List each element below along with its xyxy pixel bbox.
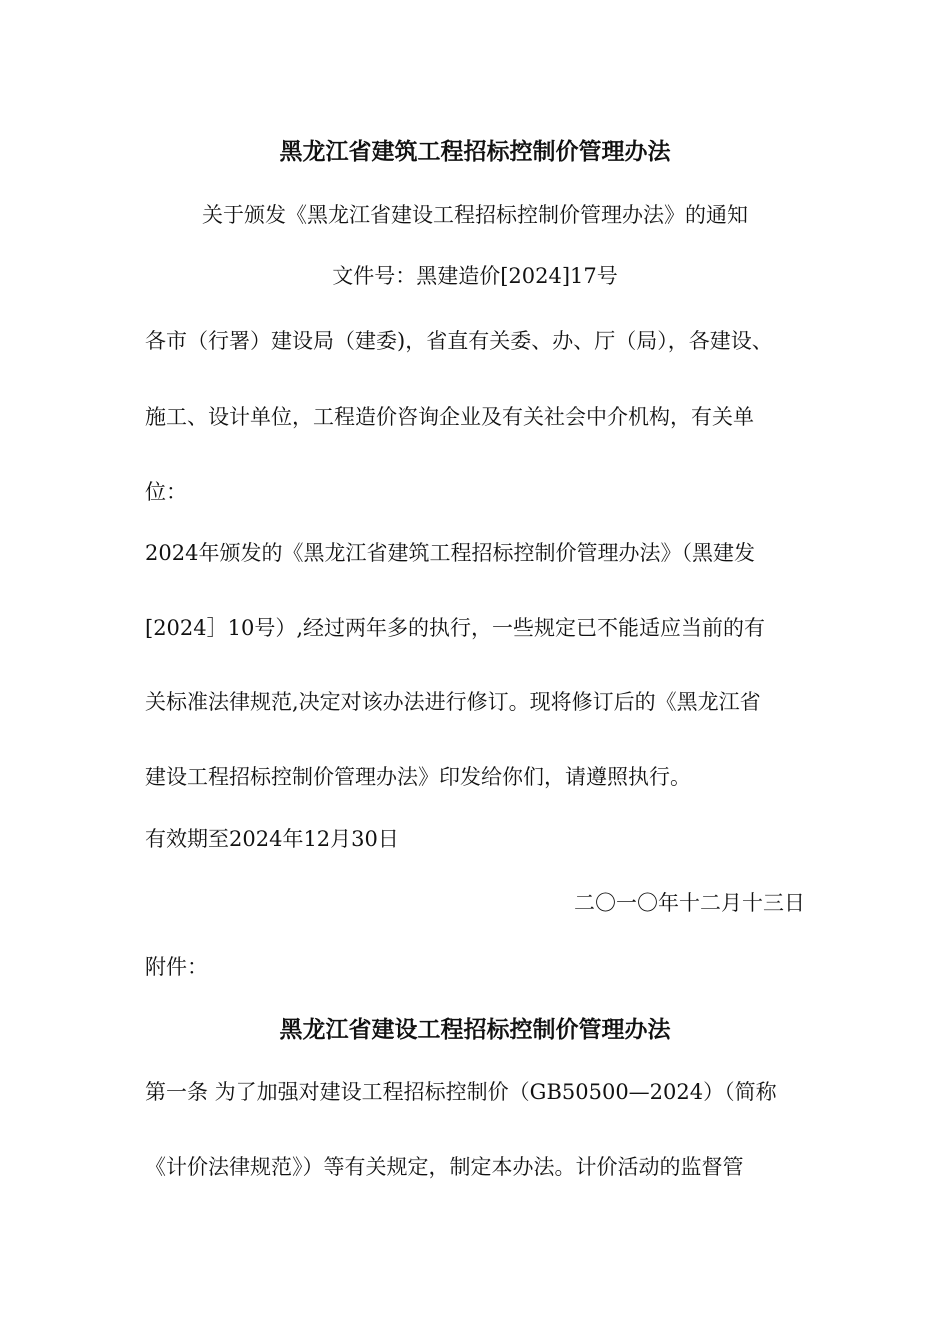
issue-date: 二〇一〇年十二月十三日 (574, 891, 805, 915)
attachment-label: 附件： (145, 955, 208, 979)
file-number: 文件号：黑建造价[2024]17号 (332, 264, 618, 288)
body-line: 关标准法律规范,决定对该办法进行修订。现将修订后的《黑龙江省 (145, 690, 761, 714)
recipients-line: 各市（行署）建设局（建委)，省直有关委、办、厅（局），各建设、 (145, 329, 773, 353)
attachment-title: 黑龙江省建设工程招标控制价管理办法 (279, 1016, 671, 1043)
article-line: 第一条 为了加强对建设工程招标控制价（GB50500—2024）（简称 (145, 1080, 777, 1104)
body-line: 建设工程招标控制价管理办法》印发给你们，请遵照执行。 (145, 765, 691, 789)
article-line: 《计价法律规范》）等有关规定，制定本办法。计价活动的监督管 (145, 1155, 744, 1179)
body-line: [2024］10号）,经过两年多的执行，一些规定已不能适应当前的有 (145, 616, 766, 640)
body-line: 2024年颁发的《黑龙江省建筑工程招标控制价管理办法》（黑建发 (145, 541, 755, 565)
document-title: 黑龙江省建筑工程招标控制价管理办法 (279, 138, 671, 165)
recipients-line: 施工、设计单位，工程造价咨询企业及有关社会中介机构，有关单 (145, 405, 754, 429)
validity-text: 有效期至2024年12月30日 (145, 827, 399, 851)
notice-title: 关于颁发《黑龙江省建设工程招标控制价管理办法》的通知 (202, 203, 748, 227)
recipients-line: 位： (145, 480, 187, 504)
